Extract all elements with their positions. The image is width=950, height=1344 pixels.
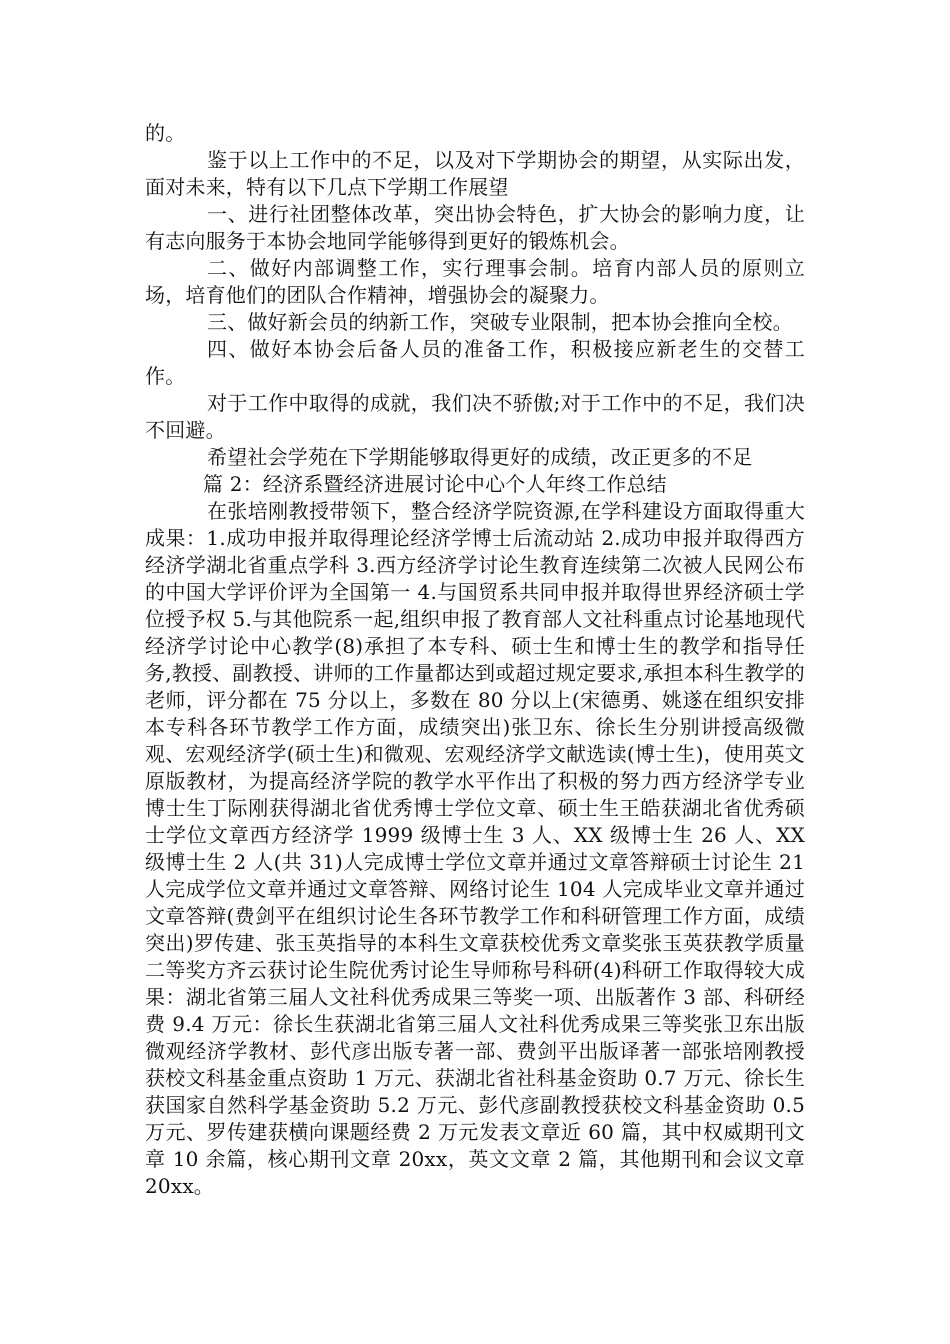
paragraph-item-2: 二、做好内部调整工作，实行理事会制。培育内部人员的原则立场，培育他们的团队合作精神，增强协会的凝聚力。 [145, 256, 805, 307]
paragraph-attitude: 对于工作中取得的成就，我们决不骄傲;对于工作中的不足，我们决不回避。 [145, 391, 805, 442]
paragraph-item-1: 一、进行社团整体改革，突出协会特色，扩大协会的影响力度，让有志向服务于本协会地同学能够得到更好的锻炼机会。 [145, 202, 805, 253]
paragraph-item-4: 四、做好本协会后备人员的准备工作，积极接应新老生的交替工作。 [145, 337, 805, 388]
paragraph-outlook-intro: 鉴于以上工作中的不足，以及对下学期协会的期望，从实际出发，面对未来，特有以下几点下学期工作展望 [145, 148, 805, 199]
paragraph-item-3: 三、做好新会员的纳新工作，突破专业限制，把本协会推向全校。 [207, 310, 793, 334]
document-body [145, 120, 805, 1200]
section-heading: 篇 2：经济系暨经济进展讨论中心个人年终工作总结 [203, 472, 667, 496]
paragraph-continuation: 的。 [145, 121, 186, 145]
paragraph-summary-body: 在张培刚教授带领下，整合经济学院资源,在学科建设方面取得重大成果：1.成功申报并取得理论经济学博士后流动站 2.成功申报并取得西方经济学湖北省重点学科 3.西方经济学讨论生教育连续第二次被人民网公布的中国大学评价评为全国第一 4.与国贸系共同申报并取得世界经济硕士学位授予权 5.与其他院系一起,组织申报了教育部人文社科重点讨论基地现代经济学讨论中心教学(8)承担了本专科、硕士生和博士生的教学和指导任务,教授、副教授、讲师的工作量都达到或超过规定要求,承担本科生教学的老师，评分都在 75 分以上，多数在 80 分以上(宋德勇、姚遂在组织安排本专科各环节教学工作方面，成绩突出)张卫东、徐长生分别讲授高级微观、宏观经济学(硕士生)和微观、宏观经济学文献选读(博士生)，使用英文原版教材，为提高经济学院的教学水平作出了积极的努力西方经济学专业博士生丁际刚获得湖北省优秀博士学位文章、硕士生王皓获湖北省优秀硕士学位文章西方经济学 1999 级博士生 3 人、XX 级博士生 26 人、XX 级博士生 2 人(共 31)人完成博士学位文章并通过文章答辩硕士讨论生 21 人完成学位文章并通过文章答辩、网络讨论生 104 人完成毕业文章并通过文章答辩(费剑平在组织讨论生各环节教学工作和科研管理工作方面，成绩突出)罗传建、张玉英指导的本科生文章获校优秀文章奖张玉英获教学质量二等奖方齐云获讨论生院优秀讨论生导师称号科研(4)科研工作取得较大成果：湖北省第三届人文社科优秀成果三等奖一项、出版著作 3 部、科研经费 9.4 万元：徐长生获湖北省第三届人文社科优秀成果三等奖张卫东出版微观经济学教材、彭代彦出版专著一部、费剑平出版译著一部张培刚教授获校文科基金重点资助 1 万元、获湖北省社科基金资助 0.7 万元、徐长生获国家自然科学基金资助 5.2 万元、彭代彦副教授获校文科基金资助 0.5 万元、罗传建获横向课题经费 2 万元发表文章近 60 篇，其中权威期刊文章 10 余篇，核心期刊文章 20xx，英文文章 2 篇，其他期刊和会议文章 20xx。 [145, 499, 805, 1198]
paragraph-hope: 希望社会学苑在下学期能够取得更好的成绩，改正更多的不足 [207, 445, 753, 469]
